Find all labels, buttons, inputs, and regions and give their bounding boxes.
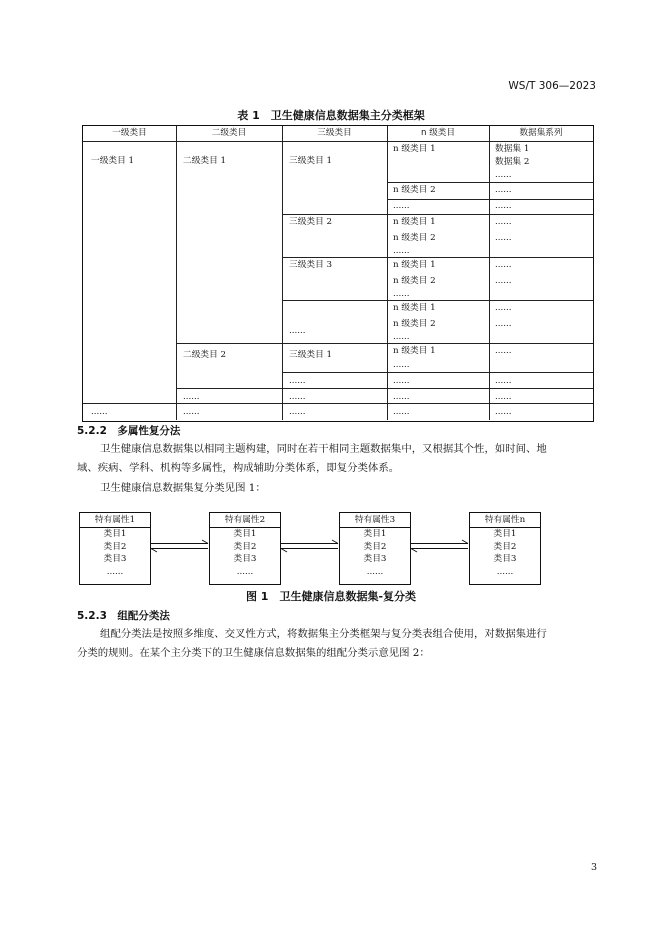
attribute-title: 特有属性2 xyxy=(210,513,280,528)
table-cell: n 级类目 1 xyxy=(393,217,436,227)
col-header-level2: 二级类目 xyxy=(211,128,247,138)
attribute-title: 特有属性3 xyxy=(340,513,410,528)
attribute-item: 类目1 xyxy=(233,529,257,539)
col-header-series: 数据集系列 xyxy=(519,128,563,138)
table-cell: ...... xyxy=(495,201,512,211)
col-header-level1: 一级类目 xyxy=(112,128,147,138)
table-cell: 三级类目 1 xyxy=(289,350,333,360)
section-heading-522: 5.2.2 多属性复分法 xyxy=(77,425,181,437)
arrow-right xyxy=(151,540,208,544)
table-cell: ...... xyxy=(183,407,200,417)
paragraph-line: 卫生健康信息数据集复分类见图 1： xyxy=(100,482,266,494)
table-cell: ...... xyxy=(495,303,512,313)
table-cell: ...... xyxy=(495,392,512,402)
page-number: 3 xyxy=(590,862,597,873)
table-cell: ...... xyxy=(393,407,410,417)
table-cell: ...... xyxy=(495,217,512,227)
table-cell: n 级类目 1 xyxy=(393,144,436,154)
paragraph-line: 卫生健康信息数据集以相同主题构建，同时在若干相同主题数据集中，又根据其个性，如时间、地 xyxy=(100,443,547,455)
attribute-item: 类目3 xyxy=(103,554,127,564)
col-header-leveln: n 级类目 xyxy=(421,128,455,138)
attribute-item: 类目3 xyxy=(233,554,257,564)
table-cell: 三级类目 1 xyxy=(289,156,333,166)
attribute-item: 类目3 xyxy=(493,554,517,564)
table-cell: ...... xyxy=(393,332,410,342)
attribute-item: 类目1 xyxy=(493,529,517,539)
attribute-item: 类目2 xyxy=(103,541,127,552)
table-cell: n 级类目 2 xyxy=(393,276,436,286)
table-cell: ...... xyxy=(289,407,306,417)
table-cell: ...... xyxy=(91,407,108,417)
table-cell: ...... xyxy=(289,326,306,336)
table-cell: n 级类目 1 xyxy=(393,346,436,356)
table-cell: ...... xyxy=(393,246,410,256)
attribute-title: 特有属性1 xyxy=(80,513,150,528)
table-cell: n 级类目 2 xyxy=(393,319,436,329)
col-header-level3: 三级类目 xyxy=(317,128,352,138)
paragraph-line: 域、疾病、学科、机构等多属性，构成辅助分类体系，即复分类体系。 xyxy=(77,462,400,474)
table-cell: 三级类目 2 xyxy=(289,217,333,227)
attribute-title: 特有属性n xyxy=(470,513,540,528)
table-cell: ...... xyxy=(495,407,512,417)
attribute-item: 类目2 xyxy=(233,541,257,552)
table-cell: 一级类目 1 xyxy=(91,156,135,166)
attribute-item: ...... xyxy=(236,566,254,577)
table-cell: ...... xyxy=(495,260,512,270)
section-heading-523: 5.2.3 组配分类法 xyxy=(77,610,170,622)
table-cell: 二级类目 1 xyxy=(183,156,227,166)
table-cell: ...... xyxy=(495,376,512,386)
paragraph-line: 组配分类法是按照多维度、交叉性方式，将数据集主分类框架与复分类表组合使用，对数据集进行 xyxy=(100,628,547,640)
table-cell: n 级类目 1 xyxy=(393,260,436,270)
arrow-left xyxy=(411,549,468,553)
table-cell: n 级类目 1 xyxy=(393,303,436,313)
attribute-item: 类目1 xyxy=(103,529,127,539)
table-cell: 数据集 1 xyxy=(495,144,530,154)
table-cell: ...... xyxy=(495,346,512,356)
table-cell: ...... xyxy=(495,170,512,180)
table-cell: ...... xyxy=(393,376,410,386)
table-cell: 数据集 2 xyxy=(495,157,530,167)
table-cell: 二级类目 2 xyxy=(183,350,227,360)
table-cell: ...... xyxy=(393,392,410,402)
table-cell: ...... xyxy=(289,392,306,402)
attribute-item: 类目2 xyxy=(493,541,517,552)
attribute-item: ...... xyxy=(106,566,124,577)
arrow-left xyxy=(151,549,208,553)
table-cell: n 级类目 2 xyxy=(393,233,436,243)
arrow-left xyxy=(281,549,338,553)
table-cell: ...... xyxy=(183,392,200,402)
table-cell: 三级类目 3 xyxy=(289,260,333,270)
table-cell: n 级类目 2 xyxy=(393,185,436,195)
arrow-right xyxy=(411,540,468,544)
table-cell: ...... xyxy=(393,201,410,211)
attribute-item: ...... xyxy=(366,566,384,577)
table-cell: ...... xyxy=(495,233,512,243)
figure-caption: 图 1 卫生健康信息数据集-复分类 xyxy=(245,590,417,603)
table-cell: ...... xyxy=(393,289,410,299)
attribute-item: ...... xyxy=(496,566,514,577)
doc-id: WS/T 306—2023 xyxy=(508,80,596,92)
table-cell: ...... xyxy=(289,376,306,386)
table-caption: 表 1 卫生健康信息数据集主分类框架 xyxy=(237,109,425,122)
table-cell: ...... xyxy=(495,185,512,195)
attribute-item: 类目2 xyxy=(363,541,387,552)
attribute-item: 类目1 xyxy=(363,529,387,539)
arrow-right xyxy=(281,540,338,544)
attribute-item: 类目3 xyxy=(363,554,387,564)
table-cell: ...... xyxy=(495,276,512,286)
table-cell: ...... xyxy=(393,360,410,370)
paragraph-line: 分类的规则。在某个主分类下的卫生健康信息数据集的组配分类示意见图 2： xyxy=(77,647,430,659)
table-cell: ...... xyxy=(495,319,512,329)
